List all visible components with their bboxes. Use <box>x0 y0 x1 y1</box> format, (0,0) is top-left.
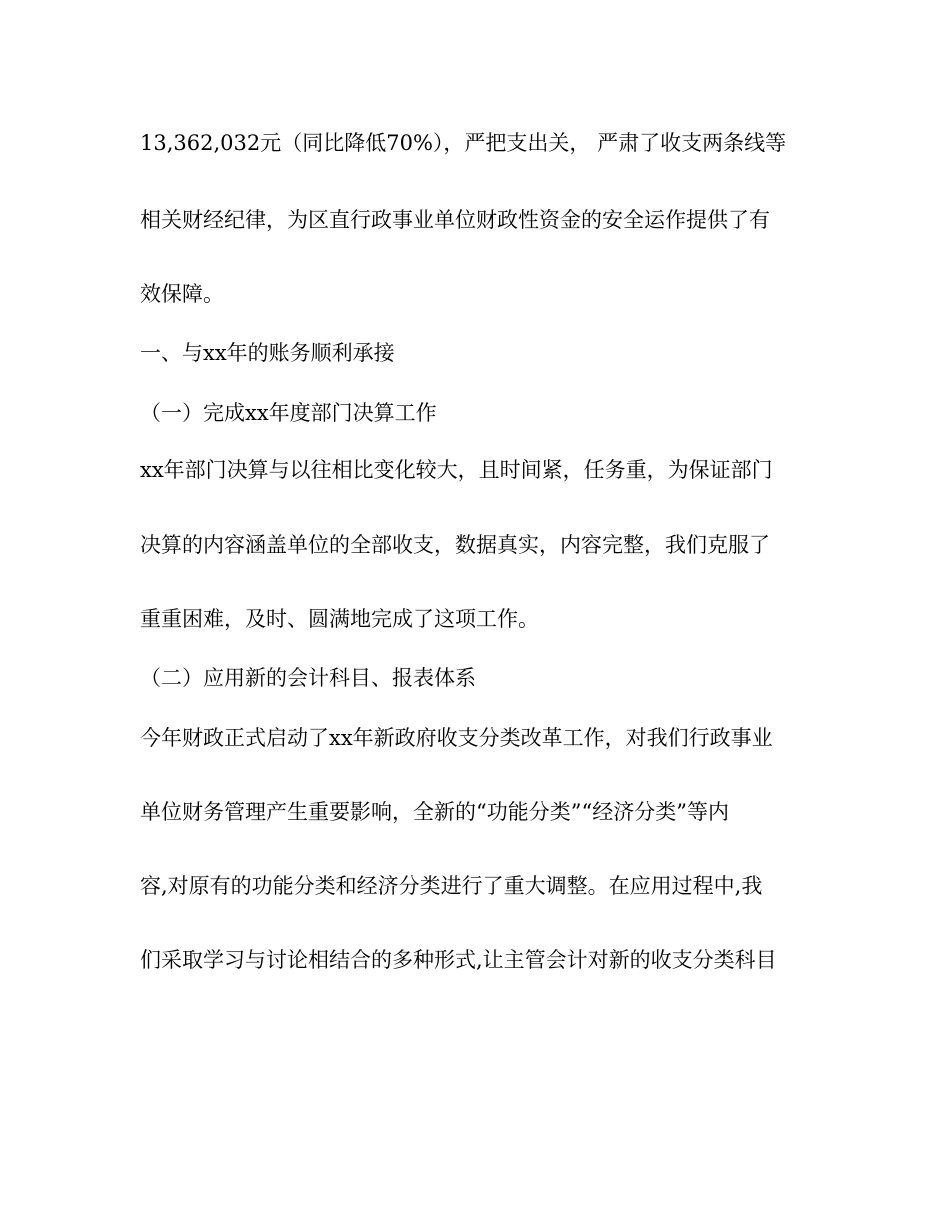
section-heading: 一、与xx年的账务顺利承接 <box>140 341 395 365</box>
paragraph-line: 今年财政正式启动了xx年新政府收支分类改革工作，对我们行政事业 <box>140 726 773 750</box>
paragraph-line: 相关财经纪律，为区直行政事业单位财政性资金的安全运作提供了有 <box>140 208 770 232</box>
paragraph-line: 效保障。 <box>140 282 224 306</box>
paragraph-line: 13,362,032元（同比降低70%），严把支出关， 严肃了收支两条线等 <box>140 131 787 155</box>
paragraph-line: 容,对原有的功能分类和经济分类进行了重大调整。在应用过程中,我 <box>140 874 763 898</box>
paragraph-line: 决算的内容涵盖单位的全部收支，数据真实，内容完整，我们克服了 <box>140 533 770 557</box>
subsection-heading: （二）应用新的会计科目、报表体系 <box>140 666 476 690</box>
paragraph-line: 重重困难，及时、圆满地完成了这项工作。 <box>140 607 539 631</box>
paragraph-line: 们采取学习与讨论相结合的多种形式,让主管会计对新的收支分类科目 <box>140 948 777 972</box>
paragraph-line: xx年部门决算与以往相比变化较大，且时间紧，任务重，为保证部门 <box>140 458 773 482</box>
subsection-heading: （一）完成xx年度部门决算工作 <box>140 401 437 425</box>
paragraph-line: 单位财务管理产生重要影响，全新的“功能分类”“经济分类”等内 <box>140 800 729 824</box>
